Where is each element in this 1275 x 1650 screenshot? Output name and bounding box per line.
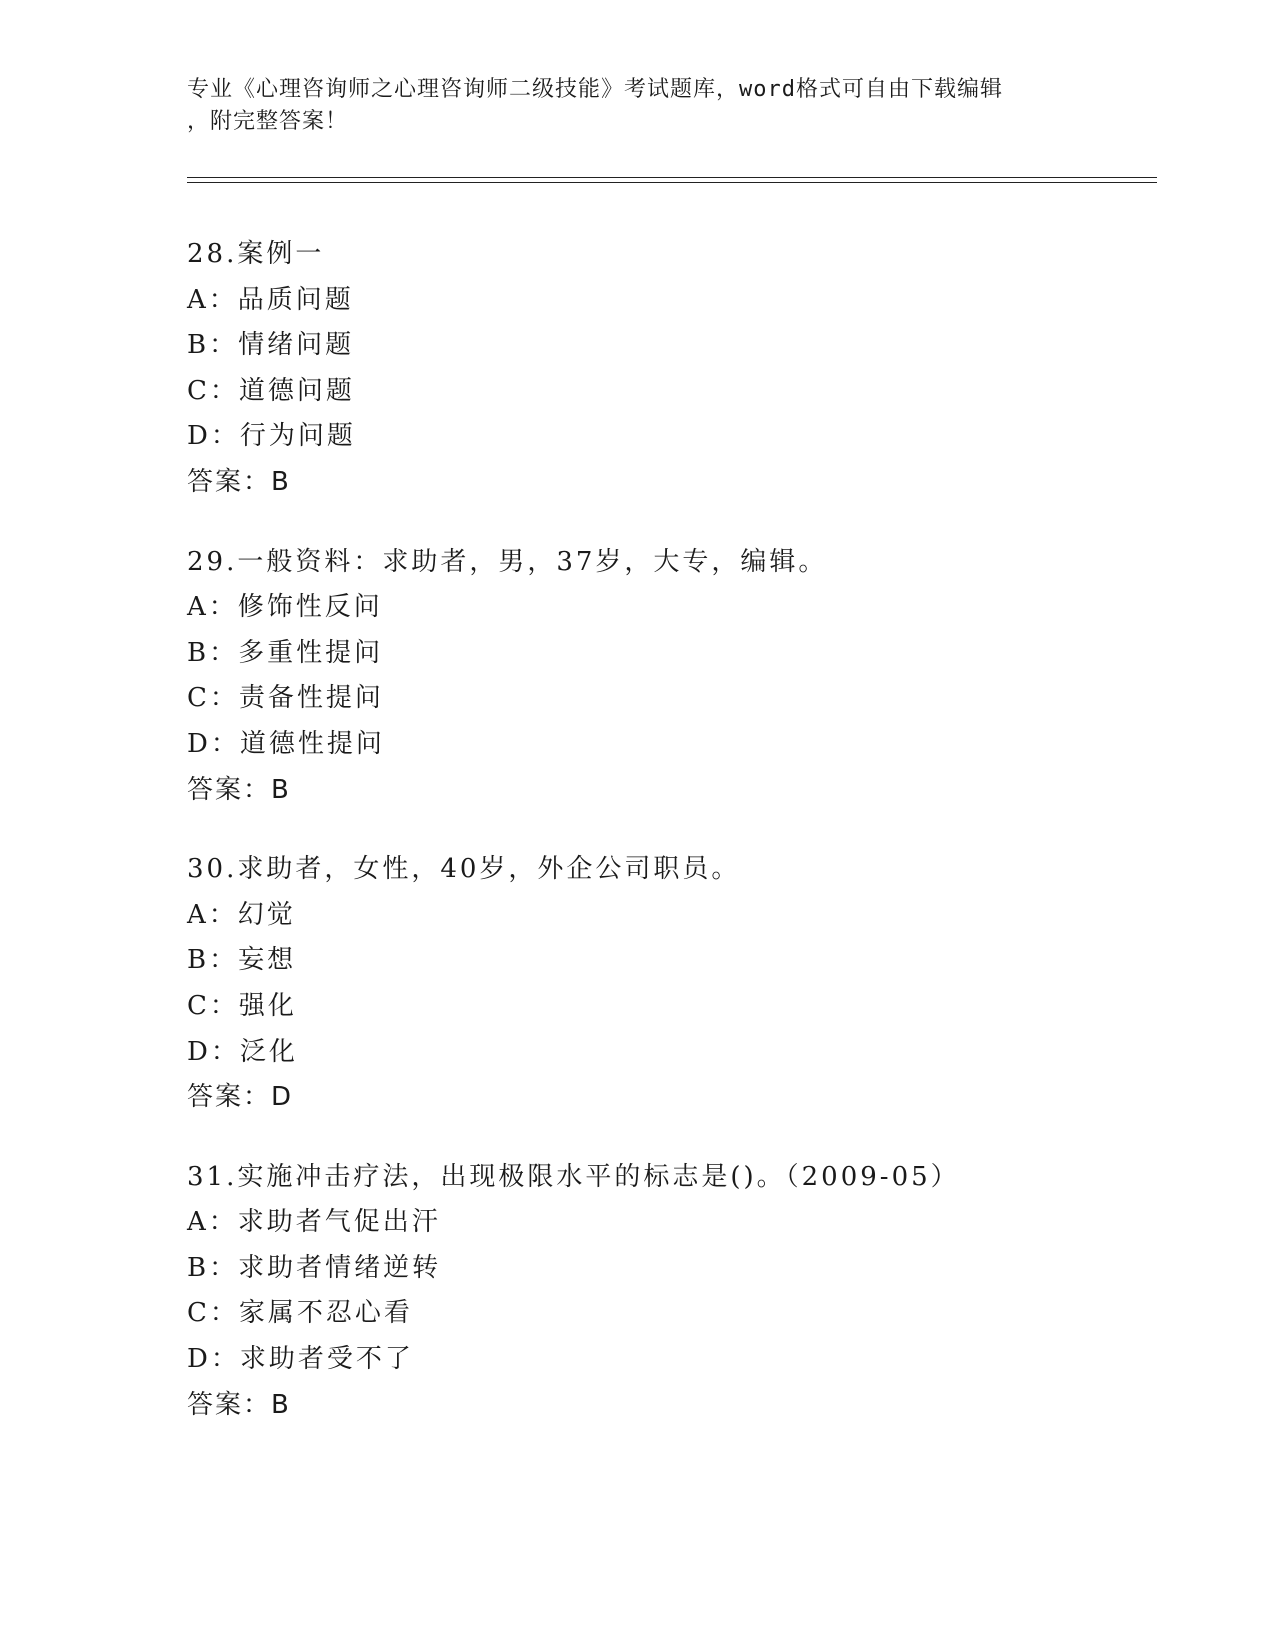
- answer-label: 答案：B: [187, 466, 291, 497]
- option-b: B：求助者情绪逆转: [187, 1252, 442, 1283]
- option-b: B：妄想: [187, 945, 297, 976]
- question-29: [187, 540, 1147, 814]
- question-28: [187, 232, 1147, 506]
- question-stem: 31.实施冲击疗法，出现极限水平的标志是()。（2009-05）: [187, 1161, 960, 1192]
- header-divider-top: [187, 177, 1157, 178]
- option-a: A：修饰性反问: [187, 592, 383, 623]
- header-line-1: 专业《心理咨询师之心理咨询师二级技能》考试题库，word格式可自由下载编辑: [187, 77, 1003, 102]
- option-c: C：道德问题: [187, 375, 355, 406]
- option-d: D：道德性提问: [187, 728, 385, 759]
- option-c: C：家属不忍心看: [187, 1298, 413, 1329]
- option-b: B：情绪问题: [187, 330, 355, 361]
- option-d: D：泛化: [187, 1036, 298, 1067]
- answer-label: 答案：B: [187, 1389, 291, 1420]
- answer-label: 答案：D: [187, 1082, 294, 1113]
- question-list: [187, 232, 1147, 1462]
- question-31: [187, 1155, 1147, 1429]
- question-stem: 28.案例一: [187, 239, 325, 269]
- option-b: B：多重性提问: [187, 637, 384, 668]
- header-line-2: ，附完整答案！: [187, 109, 349, 134]
- option-c: C：责备性提问: [187, 683, 384, 714]
- option-d: D：行为问题: [187, 421, 356, 452]
- header-divider-bottom: [187, 182, 1157, 183]
- question-stem: 29.一般资料：求助者，男，37岁，大专，编辑。: [187, 546, 828, 577]
- document-header: [187, 74, 1067, 138]
- question-30: [187, 847, 1147, 1121]
- option-c: C：强化: [187, 990, 297, 1021]
- option-a: A：品质问题: [187, 284, 354, 315]
- option-a: A：幻觉: [187, 899, 296, 930]
- option-a: A：求助者气促出汗: [187, 1207, 441, 1238]
- answer-label: 答案：B: [187, 774, 291, 805]
- question-stem: 30.求助者，女性，40岁，外企公司职员。: [187, 854, 741, 885]
- option-d: D：求助者受不了: [187, 1344, 414, 1375]
